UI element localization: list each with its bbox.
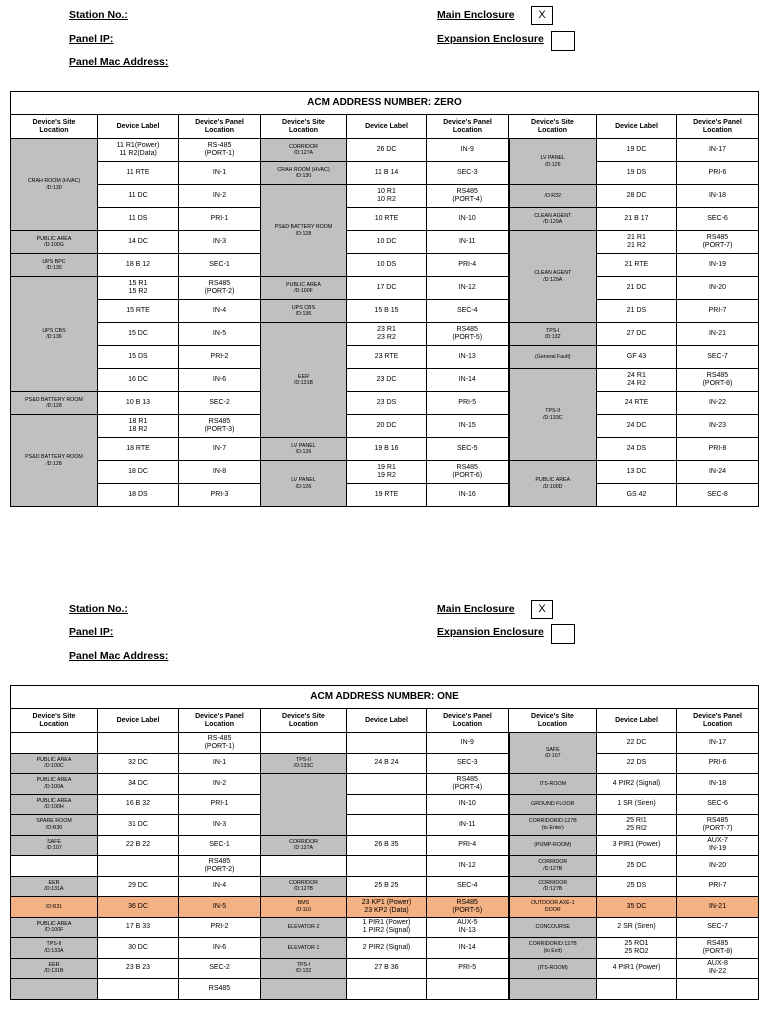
panel-location-cell: IN-8 [179, 461, 261, 484]
panel-location-cell: IN-11 [427, 815, 509, 836]
table-row [11, 917, 759, 938]
site-location-cell: PUBLIC AREA /D:100C [11, 753, 98, 774]
panel-location-cell: PRI-7 [677, 876, 759, 897]
device-label-cell: 19 B 16 [347, 438, 427, 461]
panel-mac-label: Panel Mac Address: [69, 56, 169, 68]
table-row [11, 897, 759, 918]
site-location-cell: PUBLIC AREA /D:100F [261, 277, 347, 300]
panel-location-cell: IN-10 [427, 208, 509, 231]
device-label-cell: 27 DC [597, 323, 677, 346]
device-label-cell: 13 DC [597, 461, 677, 484]
col-site-location: Device's Site Location [11, 709, 98, 733]
device-label-cell: 10 DS [347, 254, 427, 277]
device-label-cell: 18 RTE [98, 438, 179, 461]
device-label-cell: 2 SR (Siren) [597, 917, 677, 938]
device-label-cell: 22 DS [597, 753, 677, 774]
device-label-cell: 1 SR (Siren) [597, 794, 677, 815]
panel-location-cell: PRI-1 [179, 794, 261, 815]
panel-location-cell: IN-2 [179, 774, 261, 795]
panel-location-cell: IN-9 [427, 139, 509, 162]
device-label-cell: 27 B 36 [347, 958, 427, 979]
panel-location-cell: PRI-3 [179, 484, 261, 507]
panel-location-cell: IN-19 [677, 254, 759, 277]
device-label-cell: 29 DC [98, 876, 179, 897]
panel-location-cell: SEC-7 [677, 346, 759, 369]
panel-mac-label: Panel Mac Address: [69, 650, 169, 662]
device-label-cell [347, 856, 427, 877]
site-location-cell: SAFE /D:107 [509, 733, 597, 774]
device-label-cell: 2 PIR2 (Signal) [347, 938, 427, 959]
expansion-enclosure-label: Expansion Enclosure [437, 33, 544, 45]
table-row [11, 958, 759, 979]
device-label-cell: 19 RTE [347, 484, 427, 507]
site-location-cell: (PUMP-ROOM) [509, 835, 597, 856]
device-label-cell: GF 43 [597, 346, 677, 369]
site-location-cell: PUBLIC AREA /D:100H [11, 794, 98, 815]
device-label-cell [347, 733, 427, 754]
device-label-cell: 11 RTE [98, 162, 179, 185]
panel-location-cell: RS485 (PORT-7) [677, 815, 759, 836]
table-row [11, 231, 759, 254]
site-location-cell [261, 856, 347, 877]
table-row [11, 323, 759, 346]
device-label-cell: 11 R1(Power) 11 R2(Data) [98, 139, 179, 162]
column-header-row [11, 115, 759, 139]
device-label-cell: 24 DC [597, 415, 677, 438]
device-label-cell: 22 DC [597, 733, 677, 754]
device-label-cell: 16 B 32 [98, 794, 179, 815]
panel-location-cell: IN-17 [677, 139, 759, 162]
table-row [11, 979, 759, 1000]
device-label-cell: 20 DC [347, 415, 427, 438]
device-label-cell: 30 DC [98, 938, 179, 959]
col-panel-location: Device's Panel Location [427, 115, 509, 139]
panel-location-cell: SEC-8 [677, 484, 759, 507]
site-location-cell: CLEAN AGENT /D:129A [509, 231, 597, 323]
device-label-cell: 35 DC [597, 897, 677, 918]
site-location-cell [261, 979, 347, 1000]
panel-location-cell: PRI-7 [677, 300, 759, 323]
site-location-cell: CRAH ROOM (HVAC) /D:130 [261, 162, 347, 185]
device-label-cell: 16 DC [98, 369, 179, 392]
device-label-cell [347, 979, 427, 1000]
device-label-cell [347, 815, 427, 836]
table-row [11, 461, 759, 484]
site-location-cell: PS&D BATTERY ROOM /D:128 [261, 185, 347, 277]
panel-location-cell: RS485 (PORT-3) [179, 415, 261, 438]
col-panel-location: Device's Panel Location [179, 709, 261, 733]
panel-location-cell: PRI-6 [677, 162, 759, 185]
site-location-cell: TPS-I /D:132 [261, 958, 347, 979]
device-label-cell: 31 DC [98, 815, 179, 836]
site-location-cell: CORRIDOR/D:127B (to Enter) [509, 815, 597, 836]
device-label-cell: 34 DC [98, 774, 179, 795]
panel-location-cell: SEC-4 [427, 876, 509, 897]
device-label-cell [98, 979, 179, 1000]
main-enclosure-checkbox[interactable]: X [531, 600, 553, 619]
panel-location-cell: IN-10 [427, 794, 509, 815]
device-label-cell: 24 DS [597, 438, 677, 461]
panel-location-cell: RS-485 (PORT-1) [179, 733, 261, 754]
site-location-cell [11, 979, 98, 1000]
site-location-cell [261, 733, 347, 754]
table-row [11, 815, 759, 836]
panel-location-cell: IN-12 [427, 277, 509, 300]
acm-table-zero [10, 91, 759, 507]
expansion-enclosure-label: Expansion Enclosure [437, 626, 544, 638]
device-label-cell: 10 R1 10 R2 [347, 185, 427, 208]
panel-location-cell: SEC-2 [179, 392, 261, 415]
site-location-cell: PS&D BATTERY ROOM /D:128 [11, 415, 98, 507]
site-location-cell: PS&D BATTERY ROOM /D:128 [11, 392, 98, 415]
site-location-cell: LV PANEL /D:126 [261, 461, 347, 507]
table-row [11, 300, 759, 323]
site-location-cell [509, 979, 597, 1000]
panel-location-cell: IN-21 [677, 323, 759, 346]
col-site-location: Device's Site Location [261, 709, 347, 733]
site-location-cell [11, 733, 98, 754]
panel-location-cell [677, 979, 759, 1000]
site-location-cell: LV PANEL /D:126 [509, 139, 597, 185]
acm-title: ACM ADDRESS NUMBER: ONE [11, 686, 759, 709]
site-location-cell: /D:R32 [509, 185, 597, 208]
device-label-cell: 18 DS [98, 484, 179, 507]
table-row [11, 938, 759, 959]
table-row [11, 774, 759, 795]
device-label-cell: 23 RTE [347, 346, 427, 369]
col-site-location: Device's Site Location [509, 709, 597, 733]
site-location-cell: BMS /D:110 [261, 897, 347, 918]
table-row [11, 208, 759, 231]
panel-location-cell: SEC-2 [179, 958, 261, 979]
device-label-cell: 23 B 23 [98, 958, 179, 979]
panel-location-cell: IN-7 [179, 438, 261, 461]
panel-location-cell: IN-12 [427, 856, 509, 877]
panel-location-cell: IN-9 [427, 733, 509, 754]
device-label-cell: 19 R1 19 R2 [347, 461, 427, 484]
device-label-cell: 25 RO1 25 RO2 [597, 938, 677, 959]
main-enclosure-label: Main Enclosure [437, 603, 515, 615]
table-row [11, 835, 759, 856]
panel-location-cell: IN-16 [427, 484, 509, 507]
table-row [11, 369, 759, 392]
table-row [11, 139, 759, 162]
site-location-cell: GROUND FLOOR [509, 794, 597, 815]
panel-location-cell: SEC-6 [677, 208, 759, 231]
panel-location-cell: IN-20 [677, 856, 759, 877]
panel-location-cell: SEC-1 [179, 835, 261, 856]
site-location-cell: TPS-II /D:133A [11, 938, 98, 959]
site-location-cell: TPS-II /D:133C [261, 753, 347, 774]
device-label-cell: 21 DS [597, 300, 677, 323]
panel-location-cell: RS485 (PORT-6) [427, 461, 509, 484]
panel-location-cell: PRI-8 [677, 438, 759, 461]
device-label-cell: 28 DC [597, 185, 677, 208]
device-label-cell: 24 RTE [597, 392, 677, 415]
main-enclosure-checkbox[interactable]: X [531, 6, 553, 25]
site-location-cell: CORRIDOR /D:127A [261, 835, 347, 856]
panel-location-cell: RS485 [179, 979, 261, 1000]
device-label-cell: 19 DS [597, 162, 677, 185]
panel-location-cell: PRI-5 [427, 392, 509, 415]
panel-location-cell [427, 979, 509, 1000]
panel-location-cell: IN-5 [179, 897, 261, 918]
site-location-cell: SAFE /D:107 [11, 835, 98, 856]
site-location-cell: PUBLIC AREA /D:100F [11, 917, 98, 938]
site-location-cell: CRAH ROOM (HVAC) /D:130 [11, 139, 98, 231]
panel-location-cell: IN-21 [677, 897, 759, 918]
col-device-label: Device Label [597, 709, 677, 733]
panel-location-cell: IN-6 [179, 369, 261, 392]
panel-ip-label: Panel IP: [69, 33, 114, 45]
panel-location-cell: PRI-4 [427, 254, 509, 277]
col-site-location: Device's Site Location [509, 115, 597, 139]
site-location-cell: PUBLIC AREA /D:100D [509, 461, 597, 507]
col-site-location: Device's Site Location [261, 115, 347, 139]
panel-location-cell: IN-6 [179, 938, 261, 959]
col-panel-location: Device's Panel Location [677, 115, 759, 139]
site-location-cell: CORRIDOR /D:127B [509, 876, 597, 897]
panel-location-cell: IN-5 [179, 323, 261, 346]
device-label-cell: 24 R1 24 R2 [597, 369, 677, 392]
site-location-cell: LV PANEL /D:126 [261, 438, 347, 461]
device-label-cell: 23 DC [347, 369, 427, 392]
station-number-label: Station No.: [69, 9, 128, 21]
device-label-cell [597, 979, 677, 1000]
device-label-cell: 18 DC [98, 461, 179, 484]
device-label-cell: 15 DS [98, 346, 179, 369]
site-location-cell: OUTDOOR AXE-1 DOOR [509, 897, 597, 918]
site-location-cell [261, 774, 347, 836]
table-row [11, 346, 759, 369]
device-label-cell: 23 R1 23 R2 [347, 323, 427, 346]
site-location-cell: PUBLIC AREA /D:100G [11, 231, 98, 254]
panel-location-cell: RS485 (PORT-2) [179, 856, 261, 877]
device-label-cell: 11 DS [98, 208, 179, 231]
panel-location-cell: SEC-6 [677, 794, 759, 815]
device-label-cell [98, 733, 179, 754]
site-location-cell: TPS-II /D:133C [509, 369, 597, 461]
device-label-cell: 11 B 14 [347, 162, 427, 185]
panel-location-cell: IN-14 [427, 938, 509, 959]
device-label-cell: 10 DC [347, 231, 427, 254]
panel-location-cell: SEC-3 [427, 753, 509, 774]
col-device-label: Device Label [347, 709, 427, 733]
device-label-cell: 15 R1 15 R2 [98, 277, 179, 300]
col-device-label: Device Label [597, 115, 677, 139]
table-row [11, 856, 759, 877]
acm-title: ACM ADDRESS NUMBER: ZERO [11, 92, 759, 115]
panel-location-cell: PRI-2 [179, 346, 261, 369]
site-location-cell: (General Fault) [509, 346, 597, 369]
device-label-cell: 25 DS [597, 876, 677, 897]
device-label-cell: 21 R1 21 R2 [597, 231, 677, 254]
site-location-cell: ELEVATOR 2 [261, 917, 347, 938]
device-label-cell: 11 DC [98, 185, 179, 208]
panel-location-cell: PRI-4 [427, 835, 509, 856]
col-panel-location: Device's Panel Location [179, 115, 261, 139]
device-label-cell: 26 DC [347, 139, 427, 162]
site-location-cell: UPS CBS /D:136 [11, 277, 98, 392]
site-location-cell: TPS-I /D:132 [509, 323, 597, 346]
table-row [11, 794, 759, 815]
expansion-enclosure-checkbox[interactable] [551, 31, 575, 51]
site-location-cell: EER /D:131B [11, 958, 98, 979]
panel-location-cell: IN-13 [427, 346, 509, 369]
device-label-cell: 25 DC [597, 856, 677, 877]
col-site-location: Device's Site Location [11, 115, 98, 139]
device-label-cell: 15 RTE [98, 300, 179, 323]
panel-location-cell: RS485 (PORT-4) [427, 185, 509, 208]
table-row [11, 415, 759, 438]
device-label-cell: 1 PIR1 (Power) 1 PIR2 (Signal) [347, 917, 427, 938]
panel-location-cell: IN-3 [179, 815, 261, 836]
device-label-cell: 36 DC [98, 897, 179, 918]
site-location-cell: ELEVATOR 1 [261, 938, 347, 959]
device-label-cell: 19 DC [597, 139, 677, 162]
device-label-cell: 15 DC [98, 323, 179, 346]
col-panel-location: Device's Panel Location [427, 709, 509, 733]
column-header-row [11, 709, 759, 733]
device-label-cell: 25 B 25 [347, 876, 427, 897]
table-row [11, 484, 759, 507]
site-location-cell: ITS-ROOM [509, 774, 597, 795]
col-device-label: Device Label [98, 709, 179, 733]
table-row [11, 392, 759, 415]
site-location-cell: EER /D:131A [11, 876, 98, 897]
device-label-cell: 21 RTE [597, 254, 677, 277]
panel-location-cell: IN-14 [427, 369, 509, 392]
device-label-cell: 24 B 24 [347, 753, 427, 774]
panel-location-cell: PRI-6 [677, 753, 759, 774]
device-label-cell: 32 DC [98, 753, 179, 774]
panel-location-cell: IN-22 [677, 392, 759, 415]
panel-location-cell: AUX-5 IN-13 [427, 917, 509, 938]
device-label-cell: 23 DS [347, 392, 427, 415]
panel-location-cell: IN-18 [677, 185, 759, 208]
device-label-cell [347, 774, 427, 795]
main-enclosure-label: Main Enclosure [437, 9, 515, 21]
panel-location-cell: PRI-5 [427, 958, 509, 979]
panel-location-cell: RS485 (PORT-4) [427, 774, 509, 795]
panel-location-cell: IN-17 [677, 733, 759, 754]
panel-location-cell: SEC-7 [677, 917, 759, 938]
panel-location-cell: RS485 (PORT-8) [677, 938, 759, 959]
site-location-cell: CONCOURSE [509, 917, 597, 938]
site-location-cell: SPARE ROOM /D:R30 [11, 815, 98, 836]
expansion-enclosure-checkbox[interactable] [551, 624, 575, 644]
panel-location-cell: IN-11 [427, 231, 509, 254]
site-location-cell: CORRIDOR /D:127B [261, 876, 347, 897]
panel-location-cell: SEC-5 [427, 438, 509, 461]
panel-location-cell: IN-4 [179, 300, 261, 323]
site-location-cell: CORRIDOR /D:127B [509, 856, 597, 877]
site-location-cell: UPS BPC /D:135 [11, 254, 98, 277]
panel-location-cell: RS485 (PORT-7) [677, 231, 759, 254]
table-row [11, 254, 759, 277]
acm-table-one [10, 685, 759, 1000]
panel-location-cell: AUX-8 IN-22 [677, 958, 759, 979]
site-location-cell: CORRIDOR/D:127B (to Exit) [509, 938, 597, 959]
device-label-cell: 10 RTE [347, 208, 427, 231]
site-location-cell: /D:R31 [11, 897, 98, 918]
device-label-cell: 18 R1 18 R2 [98, 415, 179, 438]
device-label-cell: 4 PIR1 (Power) [597, 958, 677, 979]
device-label-cell: 4 PIR2 (Signal) [597, 774, 677, 795]
device-label-cell: 22 B 22 [98, 835, 179, 856]
panel-location-cell: IN-24 [677, 461, 759, 484]
panel-location-cell: RS-485 (PORT-1) [179, 139, 261, 162]
panel-location-cell: RS485 (PORT-5) [427, 897, 509, 918]
panel-location-cell: IN-2 [179, 185, 261, 208]
device-label-cell: 23 KP1 (Power) 23 KP2 (Data) [347, 897, 427, 918]
device-label-cell: 10 B 13 [98, 392, 179, 415]
table-row [11, 185, 759, 208]
col-device-label: Device Label [347, 115, 427, 139]
panel-location-cell: IN-15 [427, 415, 509, 438]
site-location-cell: CORRIDOR /D:127A [261, 139, 347, 162]
panel-location-cell: IN-23 [677, 415, 759, 438]
panel-location-cell: RS485 (PORT-8) [677, 369, 759, 392]
table-row [11, 277, 759, 300]
panel-location-cell: IN-1 [179, 753, 261, 774]
panel-ip-label: Panel IP: [69, 626, 114, 638]
panel-location-cell: IN-3 [179, 231, 261, 254]
site-location-cell: PUBLIC AREA /D:100A [11, 774, 98, 795]
table-row [11, 733, 759, 754]
table-row [11, 753, 759, 774]
device-label-cell [98, 856, 179, 877]
device-label-cell: 14 DC [98, 231, 179, 254]
device-label-cell: 21 DC [597, 277, 677, 300]
panel-location-cell: PRI-2 [179, 917, 261, 938]
panel-location-cell: RS485 (PORT-5) [427, 323, 509, 346]
device-label-cell: 18 B 12 [98, 254, 179, 277]
col-panel-location: Device's Panel Location [677, 709, 759, 733]
panel-location-cell: SEC-4 [427, 300, 509, 323]
device-label-cell: 17 DC [347, 277, 427, 300]
device-label-cell: 3 PIR1 (Power) [597, 835, 677, 856]
panel-location-cell: IN-1 [179, 162, 261, 185]
device-label-cell: 25 RI1 25 RI2 [597, 815, 677, 836]
site-location-cell: EER /D:131B [261, 323, 347, 438]
col-device-label: Device Label [98, 115, 179, 139]
panel-location-cell: IN-4 [179, 876, 261, 897]
device-label-cell: 21 B 17 [597, 208, 677, 231]
site-location-cell: (ITS-ROOM) [509, 958, 597, 979]
panel-location-cell: PRI-1 [179, 208, 261, 231]
panel-location-cell: SEC-3 [427, 162, 509, 185]
station-number-label: Station No.: [69, 603, 128, 615]
panel-location-cell: IN-20 [677, 277, 759, 300]
site-location-cell [11, 856, 98, 877]
device-label-cell: 26 B 35 [347, 835, 427, 856]
panel-location-cell: IN-18 [677, 774, 759, 795]
device-label-cell: 15 B 15 [347, 300, 427, 323]
panel-location-cell: RS485 (PORT-2) [179, 277, 261, 300]
site-location-cell: UPS CBS /D:136 [261, 300, 347, 323]
table-row [11, 876, 759, 897]
table-row [11, 438, 759, 461]
site-location-cell: CLEAN AGENT /D:129A [509, 208, 597, 231]
device-label-cell: GS 42 [597, 484, 677, 507]
table-row [11, 162, 759, 185]
device-label-cell [347, 794, 427, 815]
panel-location-cell: AUX-7 IN-19 [677, 835, 759, 856]
panel-location-cell: SEC-1 [179, 254, 261, 277]
device-label-cell: 17 B 33 [98, 917, 179, 938]
